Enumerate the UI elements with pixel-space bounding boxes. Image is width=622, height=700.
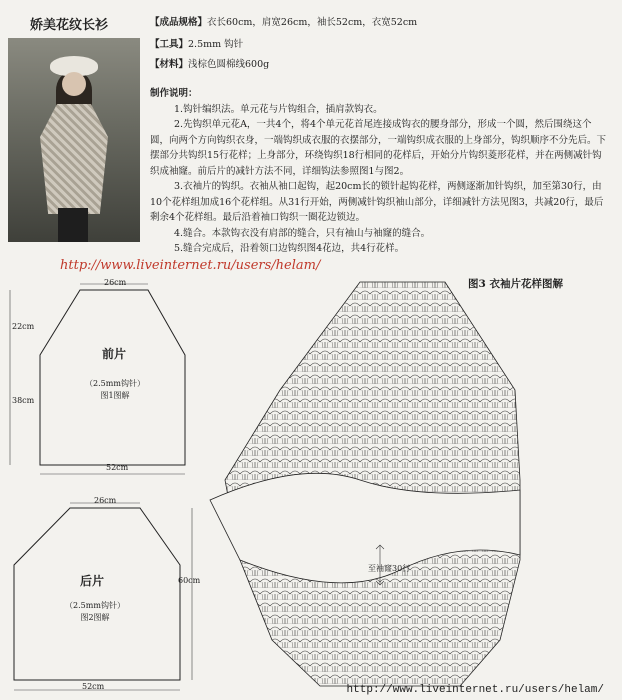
instruction-step-5: 5.缝合完成后，沿着领口边钩织图4花边，共4行花样。 xyxy=(174,243,405,254)
back-piece-ref: 图2图解 xyxy=(80,613,110,622)
front-top-width: 26cm xyxy=(104,278,127,287)
front-piece-ref: 图1图解 xyxy=(100,391,130,400)
page-title: 娇美花纹长衫 xyxy=(30,18,109,33)
front-lower-height: 38cm xyxy=(12,396,35,405)
spec-material-value: 浅棕色圆棉线600g xyxy=(188,59,270,70)
footer-url: http://www.liveinternet.ru/users/helam/ xyxy=(346,684,604,696)
spec-tool-key: 【工具】 xyxy=(150,39,189,50)
spec-material-key: 【材料】 xyxy=(150,59,189,70)
back-bottom-width: 52cm xyxy=(82,682,105,691)
front-piece-tool: （2.5mm钩针） xyxy=(85,379,145,388)
back-piece-diagram xyxy=(14,503,192,690)
front-upper-height: 22cm xyxy=(12,322,35,331)
back-piece-tool: （2.5mm钩针） xyxy=(65,601,125,610)
figure3-title: 图3 衣袖片花样图解 xyxy=(468,278,563,290)
back-height: 60cm xyxy=(178,576,201,585)
back-piece-title: 后片 xyxy=(80,574,105,588)
spec-size-value: 衣长60cm，肩宽26cm，袖长52cm，衣宽52cm xyxy=(207,17,418,28)
sleeve-chart xyxy=(210,282,520,686)
instruction-step-4: 4.缝合。本款钩衣没有肩部的缝合，只有袖山与袖窿的缝合。 xyxy=(174,227,431,239)
instruction-step-2: 2.先钩织单元花A，一共4个，将4个单元花首尾连接成钩衣的腰身部分，形成一个圆，然后围绕这个圆，向两个方向钩织衣身，一端钩织成衣服的衣摆部分，一端钩织成衣服的上身部分，钩织顺序不分先后。下摆部分共钩织15行花样；上身部分，环绕钩织18行相同的花样后，开始分片钩织菱形花样，并在两侧减针钩织成袖窿。前后片的减针方法不同，详细钩法参照图1与图2。 xyxy=(150,119,607,177)
sleeve-row-label: 至袖窿30行 xyxy=(368,564,411,573)
spec-tool-value: 2.5mm 钩针 xyxy=(188,39,244,50)
instruction-step-1: 1.钩针编织法。单元花与片钩组合，插肩款钩衣。 xyxy=(174,103,383,115)
spec-size-key: 【成品规格】 xyxy=(150,17,208,28)
back-piece-sub xyxy=(50,600,140,624)
instruction-step-3: 3.衣袖片的钩织。衣袖从袖口起钩，起20cm长的锁针起钩花样，两侧逐渐加针钩织，加至第30行，由10个花样组加成16个花样组。从31行开始，两侧减针钩织袖山部分，详细减针方法见图3，共减20行，最后剩余4个花样组。最后沿着袖口钩织一圈花边锁边。 xyxy=(150,181,604,223)
front-piece-title: 前片 xyxy=(102,347,127,361)
back-top-width: 26cm xyxy=(94,496,117,505)
front-piece-sub xyxy=(80,378,150,402)
instructions-heading: 制作说明： xyxy=(150,88,198,99)
watermark-url: http://www.liveinternet.ru/users/helam/ xyxy=(60,258,321,273)
front-bottom-width: 52cm xyxy=(106,463,129,472)
